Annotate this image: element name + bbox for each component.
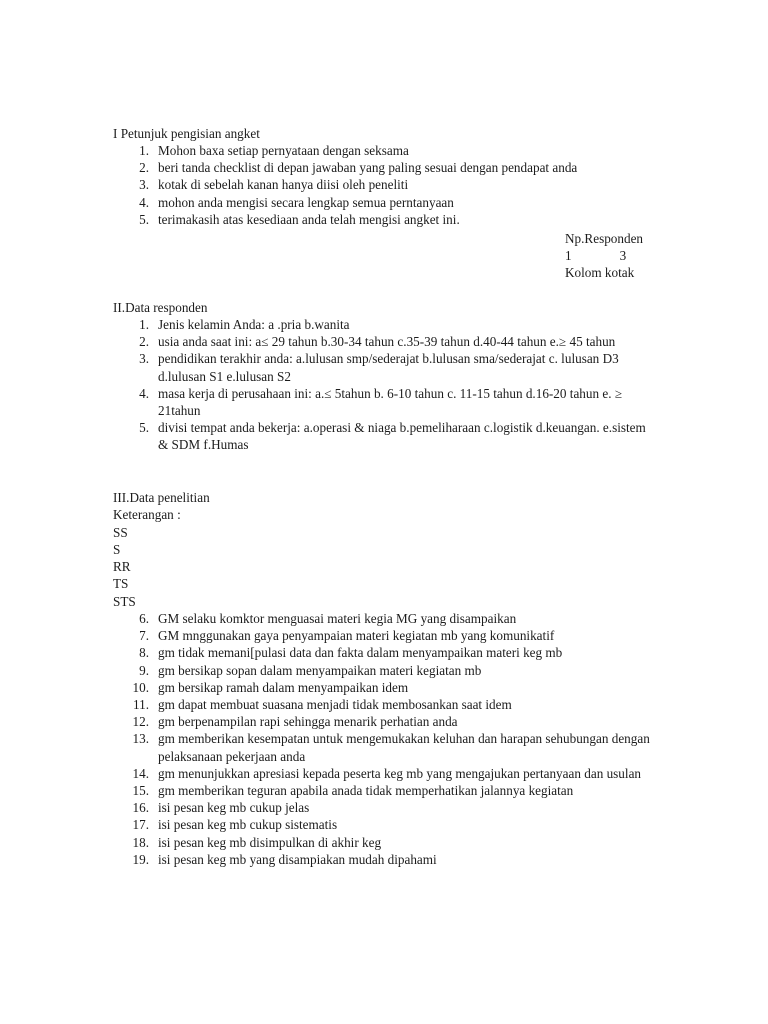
item-number: 16.	[132, 800, 149, 816]
item-number: 19.	[132, 851, 149, 867]
item-text: isi pesan keg mb cukup jelas	[158, 800, 310, 816]
item-number: 8.	[139, 645, 149, 661]
item-number: 11.	[133, 697, 149, 713]
item-text: usia anda saat ini: a≤ 29 tahun b.30-34 tahun c.35-39 tahun d.40-44 tahun e.≥ 45 tahun	[158, 334, 616, 350]
item-text: gm dapat membuat suasana menjadi tidak membosankan saat idem	[158, 697, 512, 713]
responden-box	[565, 230, 643, 282]
section3-title: III.Data penelitian	[113, 490, 210, 505]
scale-ts: TS	[113, 576, 129, 591]
scale-rr: RR	[113, 559, 131, 574]
item-text: gm berpenampilan rapi sehingga menarik perhatian anda	[158, 714, 458, 730]
item-text: gm tidak memani[pulasi data dan fakta dalam menyampaikan materi keg mb	[158, 645, 563, 661]
item-number: 10.	[132, 679, 149, 695]
item-text: gm bersikap ramah dalam menyampaikan idem	[158, 679, 409, 695]
list-item	[113, 194, 653, 211]
item-number: 1.	[139, 317, 149, 332]
item-text: GM mnggunakan gaya penyampaian materi kegiatan mb yang komunikatif	[158, 628, 555, 644]
list-item	[113, 851, 653, 868]
item-text: mohon anda mengisi secara lengkap semua perntanyaan	[158, 194, 454, 210]
item-text: gm bersikap sopan dalam menyampaikan materi kegiatan mb	[158, 662, 482, 678]
item-number: 2.	[139, 334, 149, 350]
responden-label: Np.Responden	[565, 231, 644, 246]
list-item	[113, 419, 653, 453]
item-text: gm memberikan teguran apabila anada tidak memperhatikan jalannya kegiatan	[158, 783, 574, 799]
list-item	[113, 644, 653, 661]
item-number: 14.	[132, 765, 149, 781]
list-item	[113, 662, 653, 679]
item-number: 18.	[132, 834, 149, 850]
item-text: isi pesan keg mb yang disampiakan mudah dipahami	[158, 851, 437, 867]
list-item	[113, 627, 653, 644]
keterangan-label: Keterangan :	[113, 507, 181, 522]
item-text: isi pesan keg mb cukup sistematis	[158, 817, 338, 833]
item-number: 12.	[132, 714, 149, 730]
item-number: 5.	[139, 420, 149, 436]
item-text: gm menunjukkan apresiasi kepada peserta keg mb yang mengajukan pertanyaan dan usulan	[158, 765, 642, 781]
list-item	[113, 765, 653, 782]
list-item	[113, 799, 653, 816]
item-number: 1.	[139, 143, 149, 158]
list-item	[113, 316, 653, 333]
scale-s: S	[113, 542, 121, 557]
item-text: divisi tempat anda bekerja: a.operasi & niaga b.pemeliharaan c.logistik d.keuangan. e.sistem & SDM f.Humas	[158, 420, 646, 453]
list-item	[113, 350, 653, 384]
section3-list	[113, 610, 653, 868]
list-item	[113, 834, 653, 851]
list-item	[113, 730, 653, 764]
section2-title: II.Data responden	[113, 300, 208, 315]
list-item	[113, 610, 653, 627]
list-item	[113, 385, 653, 419]
item-number: 15.	[132, 783, 149, 799]
item-number: 7.	[139, 628, 149, 644]
section1-list	[113, 142, 653, 228]
list-item	[113, 816, 653, 833]
item-number: 6.	[139, 611, 149, 626]
item-number: 5.	[139, 211, 149, 227]
item-text: gm memberikan kesempatan untuk mengemukakan keluhan dan harapan sehubungan dengan pelaksanaan pekerjaan anda	[158, 731, 650, 764]
item-number: 3.	[139, 351, 149, 367]
item-text: pendidikan terakhir anda: a.lulusan smp/sederajat b.lulusan sma/sederajat c. lulusan D3 d.lulusan S1 e.lulusan S2	[158, 351, 619, 384]
responden-numbers	[565, 247, 643, 264]
list-item	[113, 333, 653, 350]
list-item	[113, 713, 653, 730]
item-text: masa kerja di perusahaan ini: a.≤ 5tahun b. 6-10 tahun c. 11-15 tahun d.16-20 tahun e. ≥ 21tahun	[158, 385, 623, 419]
item-number: 4.	[139, 385, 149, 401]
responden-number-a: 1	[565, 248, 572, 264]
list-item	[113, 679, 653, 696]
scale-ss: SS	[113, 525, 128, 540]
item-number: 17.	[132, 817, 149, 833]
item-number: 13.	[132, 731, 149, 747]
item-text: beri tanda checklist di depan jawaban yang paling sesuai dengan pendapat anda	[158, 160, 578, 176]
item-text: Mohon baxa setiap pernyataan dengan seksama	[158, 143, 409, 158]
item-text: GM selaku komktor menguasai materi kegia MG yang disampaikan	[158, 611, 517, 626]
item-text: Jenis kelamin Anda: a .pria b.wanita	[158, 317, 350, 332]
list-item	[113, 696, 653, 713]
item-number: 3.	[139, 177, 149, 193]
responden-number-b: 3	[619, 248, 627, 264]
item-text: isi pesan keg mb disimpulkan di akhir keg	[158, 834, 382, 850]
list-item	[113, 159, 653, 176]
item-number: 9.	[139, 662, 149, 678]
scale-sts: STS	[113, 594, 136, 609]
item-number: 4.	[139, 194, 149, 210]
section1-title: I Petunjuk pengisian angket	[113, 126, 260, 141]
item-number: 2.	[139, 160, 149, 176]
list-item	[113, 142, 653, 159]
list-item	[113, 176, 653, 193]
item-text: kotak di sebelah kanan hanya diisi oleh peneliti	[158, 177, 409, 193]
kolom-kotak-label: Kolom kotak	[565, 265, 635, 281]
list-item	[113, 782, 653, 799]
list-item	[113, 211, 653, 228]
item-text: terimakasih atas kesediaan anda telah mengisi angket ini.	[158, 211, 460, 227]
section2-list	[113, 316, 653, 454]
